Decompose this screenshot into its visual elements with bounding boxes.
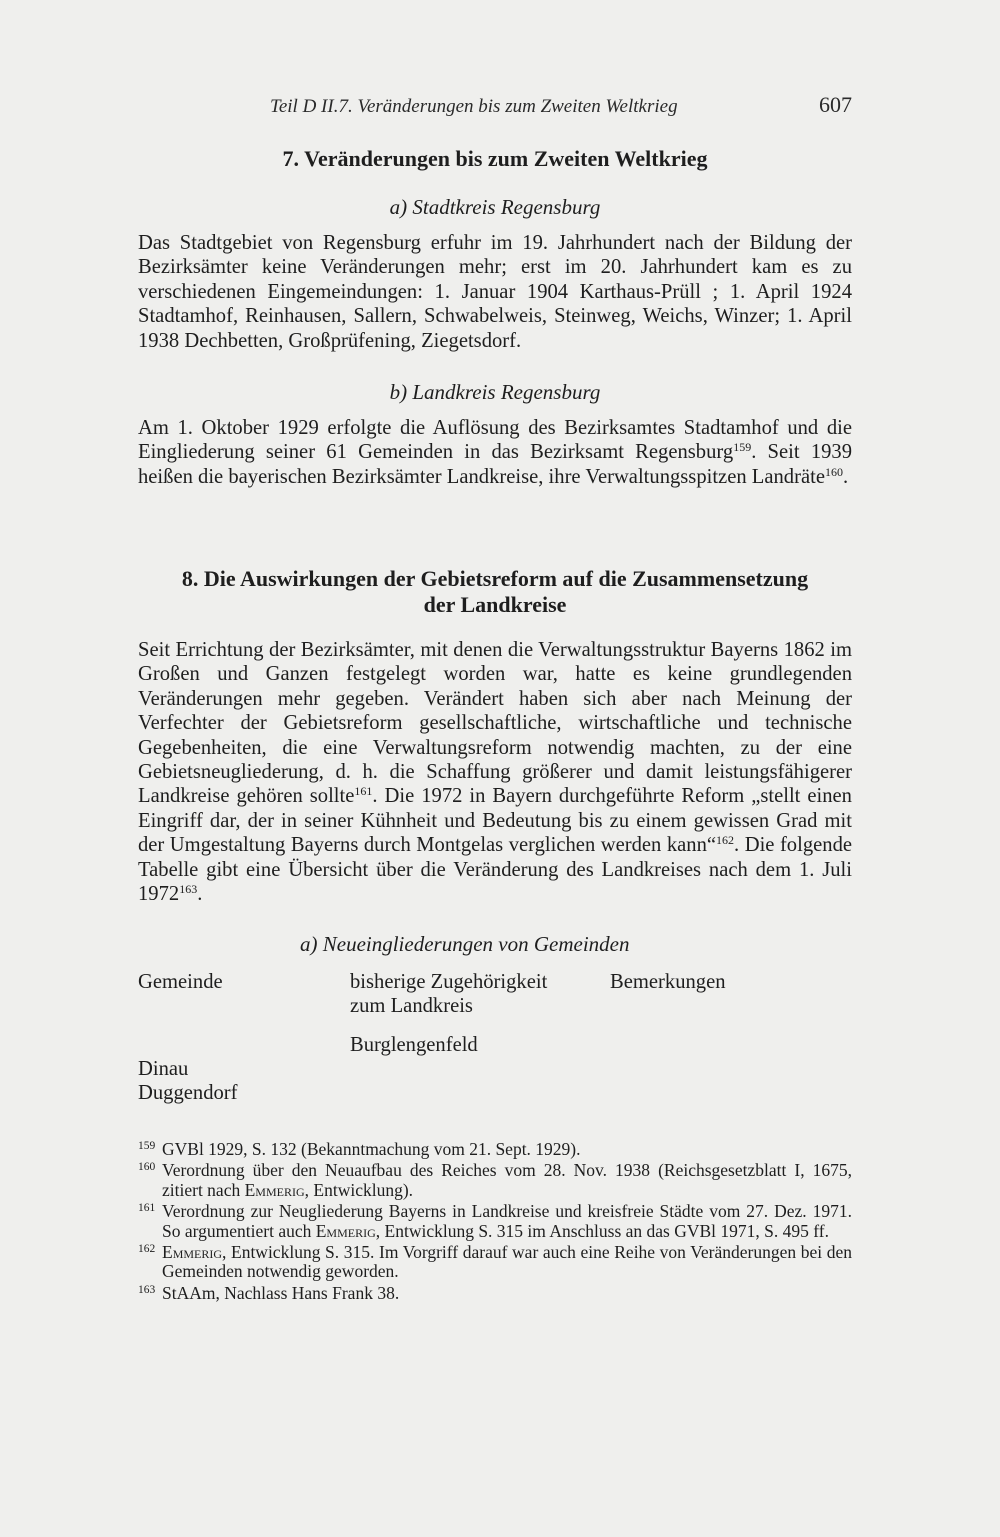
footnote-ref-162: 162 [716,833,735,848]
footnote-160: 160 Verordnung über den Neuaufbau des Reiches vom 28. Nov. 1938 (Reichsgesetzblatt I, 1675, zitiert nach Emmerig, Entwicklung). [138,1160,852,1200]
paragraph-stadtkreis: Das Stadtgebiet von Regensburg erfuhr im 19. Jahrhundert nach der Bildung der Bezirksämter keine Veränderungen mehr; erst im 20. Jahrhundert kam es zu verschiedenen Eingemeindungen: 1. Januar 1904 Karthaus-Prüll ; 1. April 1924 Stadtamhof, Reinhausen, Sallern, Schwabelweis, Steinweg, Weichs, Winzer; 1. April 1938 Dechbetten, Großprüfening, Ziegetsdorf. [138,232,852,352]
footnote-163: 163 StAAm, Nachlass Hans Frank 38. [138,1282,400,1303]
subsection-b-title: b) Landkreis Regensburg [389,380,601,404]
section-7-title: 7. Veränderungen bis zum Zweiten Weltkrieg [282,146,708,171]
footnote-ref-160: 160 [824,464,843,479]
footnote-ref-159: 159 [733,440,752,455]
footnote-ref-163: 163 [179,882,198,897]
table-header-bemerkungen: Bemerkungen [610,971,726,993]
paragraph-landkreis: Am 1. Oktober 1929 erfolgte die Auflösung des Bezirksamtes Stadtamhof und die Eingliederung seiner 61 Gemeinden in das Bezirksamt Regensburg$^{159}$. Seit 1939 heißen die bayerischen Bezirksämter Landkreise, ihre Verwaltungsspitzen Landräte$^{160}$. [138,417,853,488]
subsection-a-title: a) Stadtkreis Regensburg [389,195,601,219]
section-8-title: 8. Die Auswirkungen der Gebietsreform auf die Zusammensetzung der Landkreise [181,566,809,617]
footnotes [138,1140,852,1303]
table-group-burglengenfeld: Burglengenfeld [350,1034,478,1056]
table-title: a) Neueingliederungen von Gemeinden [300,932,630,956]
table-row: Dinau [138,1058,189,1080]
page-number: 607 [819,92,852,117]
footnote-ref-161: 161 [354,784,373,799]
table-row: Duggendorf [138,1082,238,1104]
paragraph-gebietsreform: Seit Errichtung der Bezirksämter, mit denen die Verwaltungsstruktur Bayerns 1862 im Großen und Ganzen festgelegt worden war, hatte es keine grundlegenden Veränderungen mehr gegeben. Verändert haben sich aber nach Meinung der Verfechter der Gebietsreform gesellschaftliche, wirtschaftliche und technische Gegebenheiten, die eine Verwaltungsreform notwendig machten, zu der eine Gebietsneugliederung, d. h. die Schaffung größerer und damit leistungsfähigerer Landkreise gehören sollte$^{161}$. Die 1972 in Bayern durchgeführte Reform „stellt einen Eingriff dar, der in seiner Kühnheit und Bedeutung bis zu einem gewissen Grad mit der Umgestaltung Bayerns durch Montgelas verglichen werden kann“$^{162}$. Die folgende Tabelle gibt eine Übersicht über die Veränderung des Landkreises nach dem 1. Juli 1972$^{163}$. [138,639,853,906]
running-title: Teil D II.7. Veränderungen bis zum Zweiten Weltkrieg [270,96,678,117]
footnote-159: 159 GVBl 1929, S. 132 (Bekanntmachung vom 21. Sept. 1929). [138,1139,581,1159]
table-header-zugehoerigkeit: bisherige Zugehörigkeit zum Landkreis [350,971,548,1018]
footnote-162: 162 Emmerig, Entwicklung S. 315. Im Vorgriff darauf war auch eine Reihe von Veränderungen bei den Gemeinden notwendig geworden. [138,1242,852,1282]
table-header-gemeinde: Gemeinde [138,971,223,993]
footnote-161: 161 Verordnung zur Neugliederung Bayerns in Landkreise und kreisfreie Städte vom 27. Dez. 1971. So argumentiert auch Emmerig, Entwicklung S. 315 im Anschluss an das GVBl 1971, S. 495 ff. [138,1201,852,1241]
